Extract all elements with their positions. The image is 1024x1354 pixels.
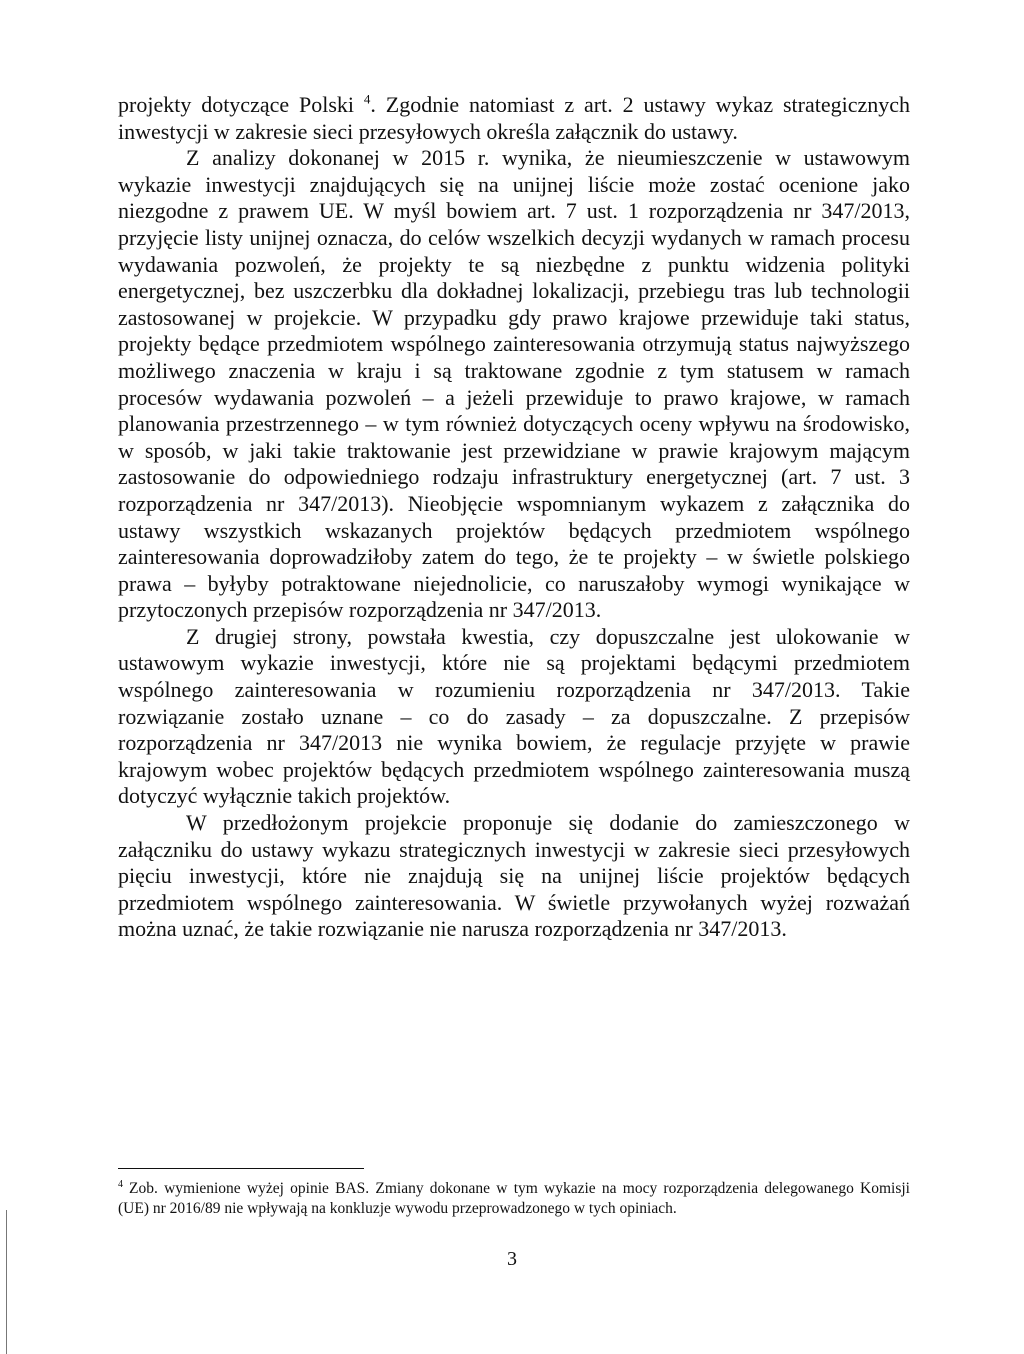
paragraph-3: Z drugiej strony, powstała kwestia, czy dopuszczalne jest ulokowanie w ustawowym wykazie inwestycji, które nie są projektami będącymi przedmiotem wspólnego zainteresowania w rozumieniu rozporządzenia nr 347/2013. Takie rozwiązanie zostało uznane – co do zasady – za dopuszczalne. Z przepisów rozporządzenia nr 347/2013 nie wynika bowiem, że regulacje przyjęte w prawie krajowym wobec projektów będących przedmiotem wspólnego zainteresowania muszą dotyczyć wyłącznie takich projektów. [118,623,910,809]
footnote-area [118,1168,910,1218]
footnote-reference[interactable]: 4 [363,91,371,107]
footnote-mark: 4 [118,1178,123,1190]
footnote-divider [118,1168,364,1169]
paragraph-4: W przedłożonym projekcie proponuje się dodanie do zamieszczonego w załączniku do ustawy wykazu strategicznych inwestycji w zakresie sieci przesyłowych pięciu inwestycji, które nie znajdują się na unijnej liście projektów będących przedmiotem wspólnego zainteresowania. W świetle przywołanych wyżej rozważań można uznać, że takie rozwiązanie nie narusza rozporządzenia nr 347/2013. [118,810,910,942]
footnote-text: Zob. wymienione wyżej opinie BAS. Zmiany dokonane w tym wykazie na mocy rozporządzenia delegowanego Komisji (UE) nr 2016/89 nie wpływają na konkluzje wywodu przeprowadzonego w tych opiniach. [118,1180,910,1217]
page-number: 3 [507,1248,517,1270]
paragraph-1-start: projekty dotyczące Polski [118,92,355,117]
paragraph-1-end: . Zgodnie natomiast z art. 2 ustawy wykaz strategicznych inwestycji w zakresie sieci przesyłowych określa załącznik do ustawy. [118,92,910,144]
document-body [118,92,910,943]
paragraph-2: Z analizy dokonanej w 2015 r. wynika, że nieumieszczenie w ustawowym wykazie inwestycji znajdujących się na unijnej liście może zostać ocenione jako niezgodne z prawem UE. W myśl bowiem art. 7 ust. 1 rozporządzenia nr 347/2013, przyjęcie listy unijnej oznacza, do celów wszelkich decyzji wydanych w ramach procesu wydawania pozwoleń, że projekty te są niezbędne z punktu widzenia polityki energetycznej, bez uszczerbku dla dokładnej lokalizacji, przebiegu tras lub technologii zastosowanej w projekcie. W przypadku gdy prawo krajowe przewiduje taki status, projekty będące przedmiotem wspólnego zainteresowania otrzymują status najwyższego możliwego znaczenia w kraju i są traktowane zgodnie z tym statusem w ramach procesów wydawania pozwoleń – a jeżeli przewiduje to prawo krajowe, w ramach planowania przestrzennego – w tym również dotyczących oceny wpływu na środowisko, w sposób, w jaki takie traktowanie jest przewidziane w prawie krajowym mającym zastosowanie do odpowiedniego rodzaju infrastruktury energetycznej (art. 7 ust. 3 rozporządzenia nr 347/2013). Nieobjęcie wspomnianym wykazem z załącznika do ustawy wszystkich wskazanych projektów będących przedmiotem wspólnego zainteresowania doprowadziłoby zatem do tego, że te projekty – w świetle polskiego prawa – byłyby potraktowane niejednolicie, co naruszałoby wymogi wynikające w przytoczonych przepisów rozporządzenia nr 347/2013. [118,145,910,623]
scan-edge-line [6,1210,7,1354]
paragraph-1 [118,92,910,145]
footnote [118,1179,910,1218]
